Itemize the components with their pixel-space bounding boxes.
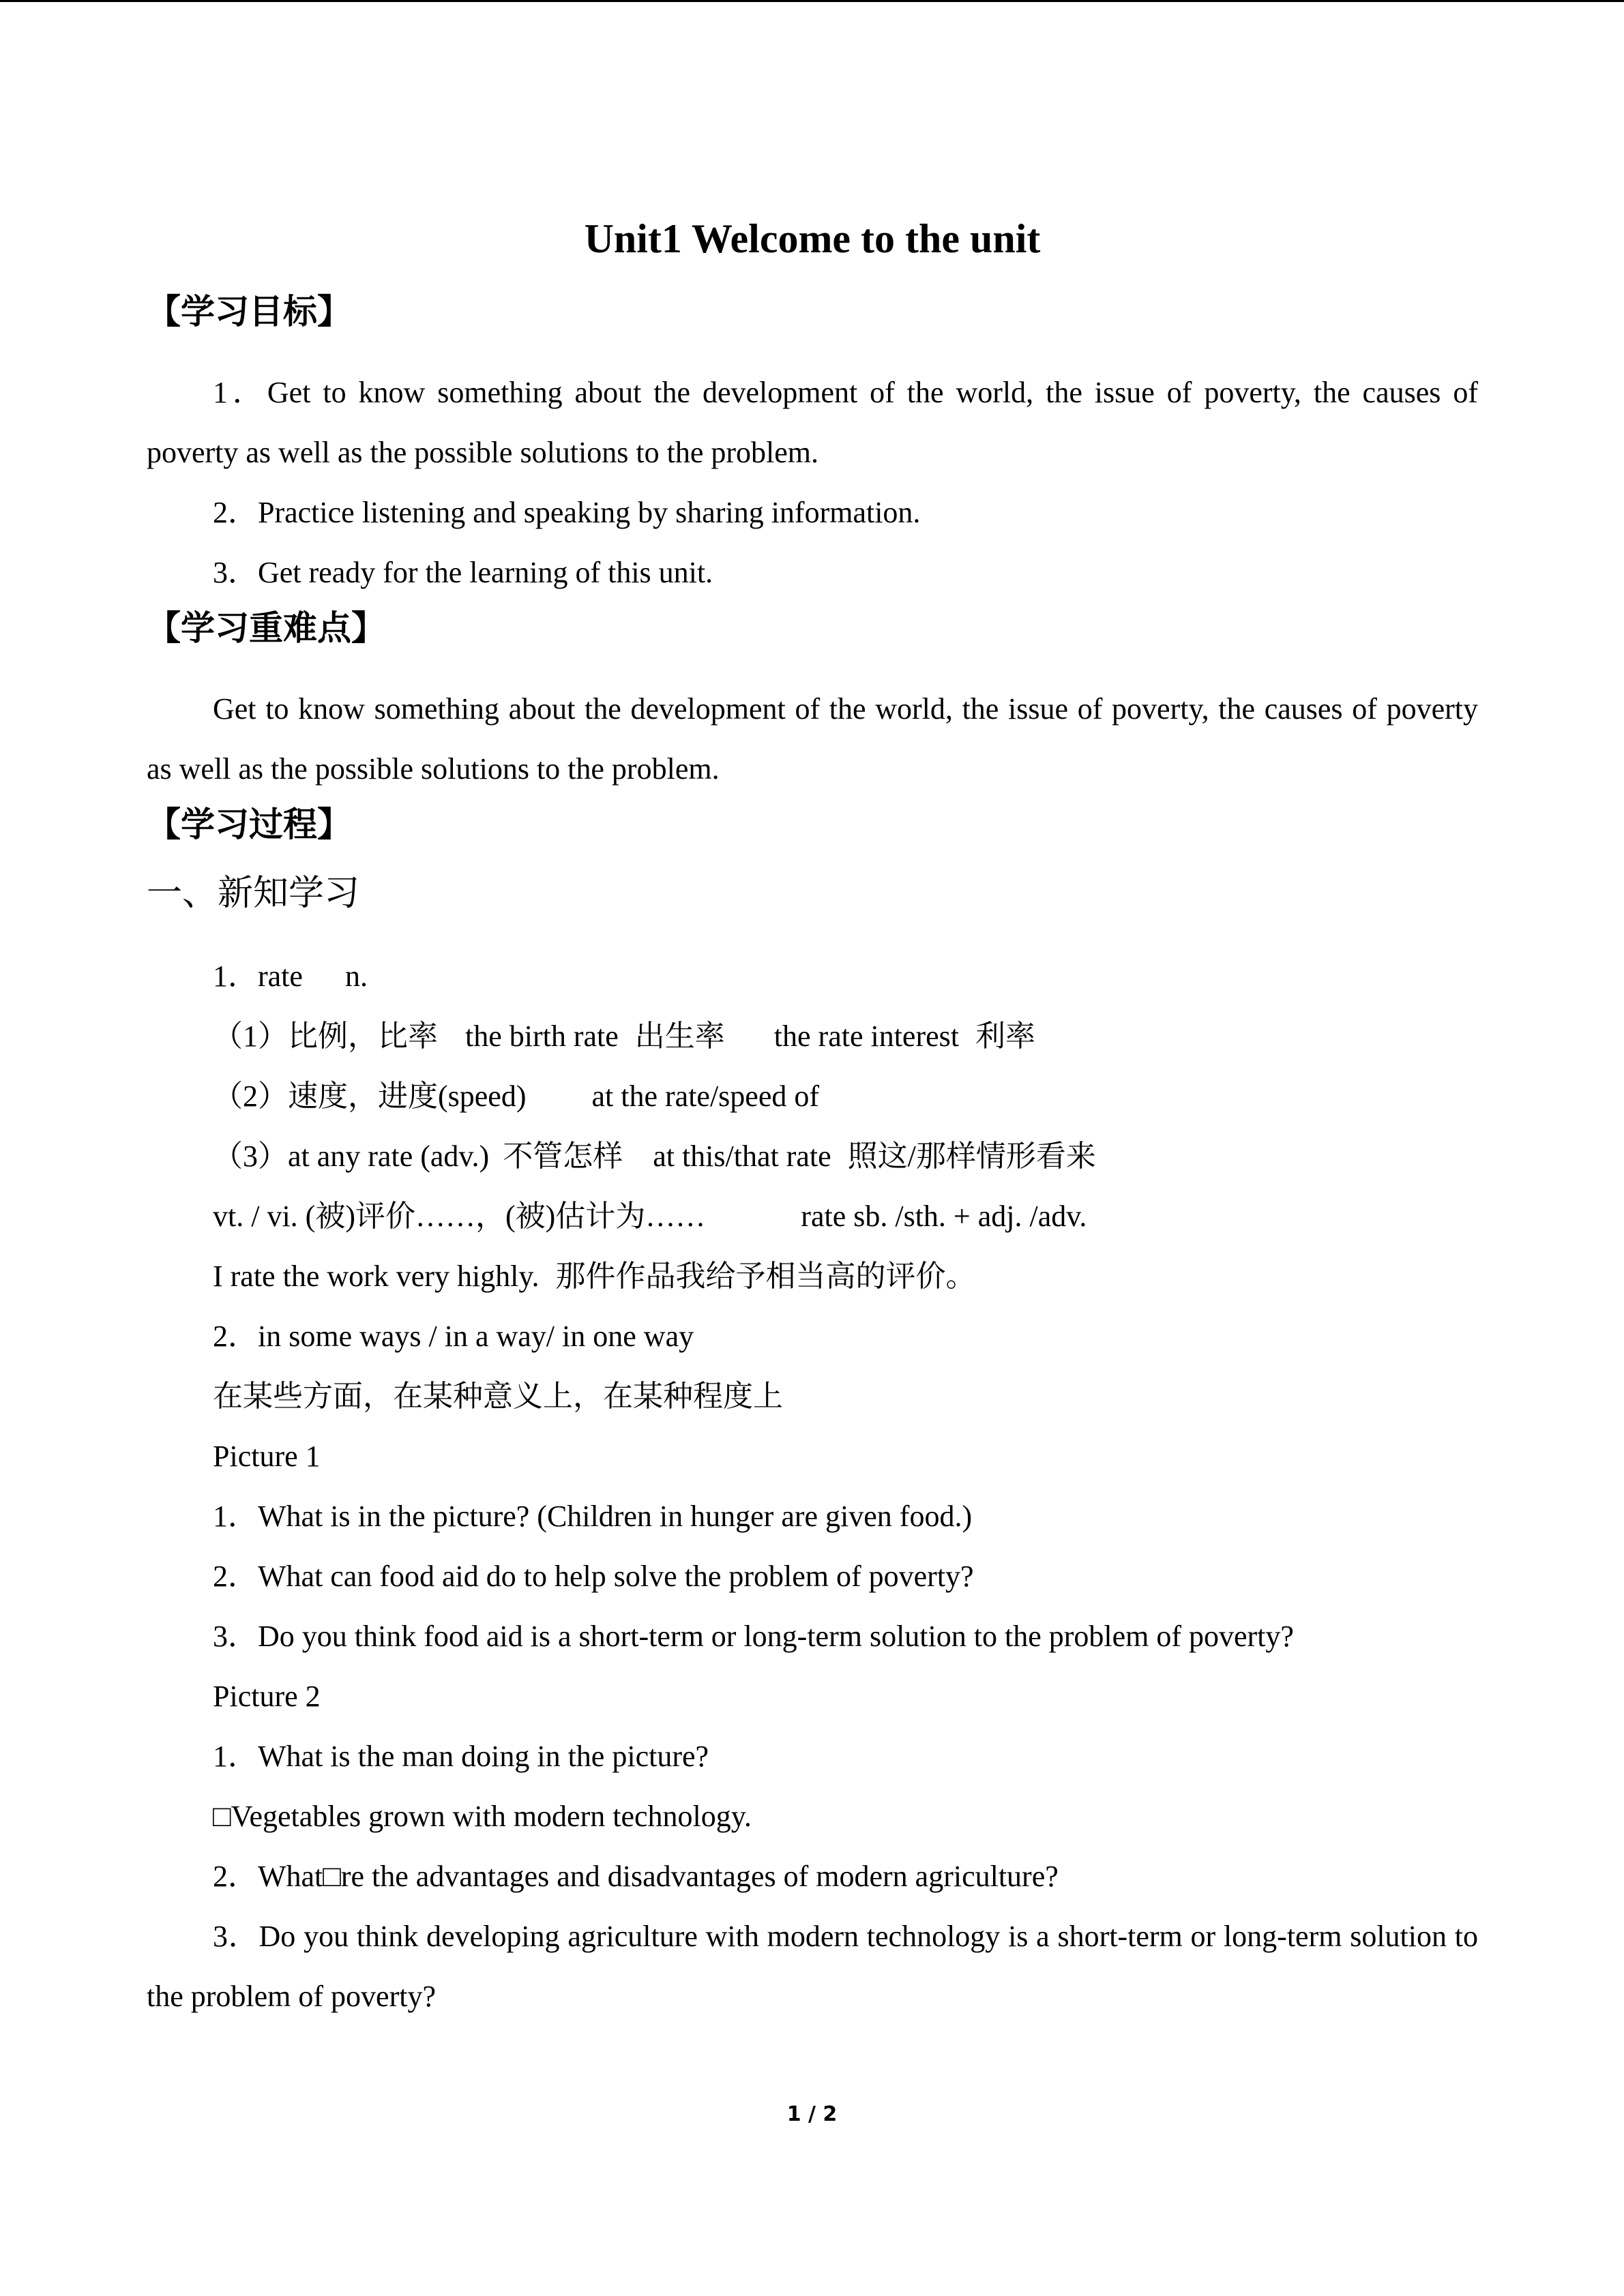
section-objectives: 【学习目标】 xyxy=(147,292,351,331)
objective-item: 1．Get to know something about the development of the world, the issue of poverty, the causes of poverty as well as the possible solutions to the problem. xyxy=(147,376,1478,469)
document-page xyxy=(147,205,1478,2027)
new-knowledge-heading: 一、新知学习 xyxy=(147,873,360,914)
section-key-points: 【学习重难点】 xyxy=(147,608,385,648)
picture2-question: 1．What is the man doing in the picture? xyxy=(213,1740,709,1773)
picture2-label: Picture 2 xyxy=(213,1680,321,1713)
vocab-verb-line: vt. / vi. (被)评价……，(被)估计为…… rate sb. /sth. + adj. /adv. xyxy=(213,1199,1087,1233)
key-points-text: Get to know something about the development of the world, the issue of poverty, the causes of poverty as well as the possible solutions to the problem. xyxy=(147,692,1478,786)
vocab-ways-line: 2．in some ways / in a way/ in one way xyxy=(213,1320,694,1353)
page-number: 1 / 2 xyxy=(786,2102,838,2126)
top-border xyxy=(0,0,1624,2)
vocab-meaning-2: （2）速度，进度(speed) at the rate/speed of xyxy=(213,1079,820,1113)
vocab-pos: n. xyxy=(344,959,368,993)
vocab-meaning-1: （1）比例，比率 the birth rate 出生率 the rate interest 利率 xyxy=(213,1019,1035,1053)
vocab-rate-line xyxy=(147,946,1478,1007)
vocab-meaning-3: （3）at any rate (adv.) 不管怎样 at this/that rate 照这/那样情形看来 xyxy=(213,1139,1096,1173)
picture2-question: 3．Do you think developing agriculture with modern technology is a short-term or long-term solution to the problem of poverty? xyxy=(147,1920,1478,2013)
objective-item: 2．Practice listening and speaking by sharing information. xyxy=(213,496,921,529)
section-process: 【学习过程】 xyxy=(147,805,351,844)
picture2-question: 2．What□re the advantages and disadvantages of modern agriculture? xyxy=(213,1860,1059,1893)
picture1-question: 3．Do you think food aid is a short-term or long-term solution to the problem of poverty? xyxy=(213,1620,1294,1653)
picture1-question: 2．What can food aid do to help solve the problem of poverty? xyxy=(213,1560,974,1593)
picture2-answer: □Vegetables grown with modern technology. xyxy=(213,1800,752,1833)
vocab-example-line: I rate the work very highly. 那件作品我给予相当高的评价。 xyxy=(213,1259,976,1293)
vocab-word: 1．rate xyxy=(213,959,303,993)
vocab-ways-meaning: 在某些方面，在某种意义上，在某种程度上 xyxy=(213,1380,783,1413)
objective-item: 3．Get ready for the learning of this unit. xyxy=(213,556,713,589)
picture1-question: 1．What is in the picture? (Children in hunger are given food.) xyxy=(213,1500,973,1533)
picture1-label: Picture 1 xyxy=(213,1440,321,1473)
page-title: Unit1 Welcome to the unit xyxy=(584,216,1041,261)
